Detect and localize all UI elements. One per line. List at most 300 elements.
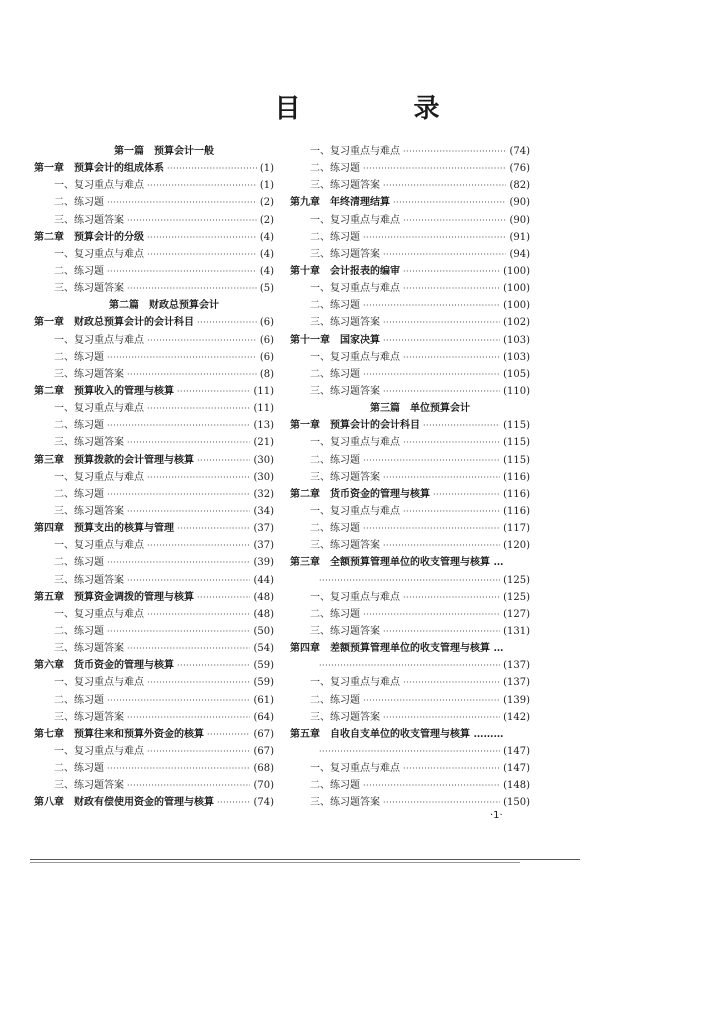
toc-section-entry[interactable] [34,366,274,383]
toc-chapter-entry[interactable] [34,520,274,537]
toc-section-label: 三、练习题答案 [310,797,380,809]
toc-chapter-entry[interactable] [290,486,530,503]
toc-page-number: (11) [253,385,274,397]
toc-section-label: 一、复习重点与难点 [310,214,400,226]
toc-section-label: 三、练习题答案 [54,711,124,723]
toc-page-number: (50) [253,625,274,637]
leader-dots [363,229,506,246]
toc-page-number: (6) [259,351,274,363]
leader-dots [107,692,250,709]
toc-section-entry[interactable] [34,417,274,434]
toc-section-label: 三、练习题答案 [54,643,124,655]
toc-section-entry[interactable] [34,349,274,366]
leader-dots [403,263,500,280]
toc-chapter-entry[interactable] [290,417,530,434]
toc-page-number: (150) [503,797,530,809]
toc-section-label: 一、复习重点与难点 [310,677,400,689]
toc-section-entry[interactable] [290,692,530,709]
leader-dots [147,177,257,194]
toc-chapter-entry[interactable] [290,554,530,571]
toc-section-label: 二、练习题 [54,694,104,706]
toc-left-column [34,143,274,811]
leader-dots [127,434,250,451]
toc-page-number: (37) [253,540,274,552]
leader-dots [197,589,250,606]
toc-page-number: (94) [509,248,530,260]
toc-section-label: 一、复习重点与难点 [54,608,144,620]
toc-section-label: 一、复习重点与难点 [310,146,400,157]
toc-page-number: (110) [503,385,530,397]
leader-dots [147,674,250,691]
toc-section-label: 二、练习题 [54,265,104,277]
toc-section-entry[interactable] [34,332,274,349]
leader-dots [363,520,500,537]
page-number: ·1· [490,810,503,821]
toc-part-label: 第三篇 单位预算会计 [370,403,470,415]
leader-dots [403,143,506,160]
toc-section-entry[interactable] [34,469,274,486]
toc-section-label: 一、复习重点与难点 [54,334,144,346]
toc-section-entry[interactable] [290,794,530,811]
toc-chapter-label: 第一章 预算会计的会计科目 [290,420,420,432]
toc-section-entry[interactable] [34,194,274,211]
toc-chapter-entry[interactable] [34,589,274,606]
toc-page-number: (120) [503,540,530,552]
toc-section-label: 二、练习题 [54,557,104,569]
toc-section-label: 三、练习题答案 [54,574,124,586]
toc-chapter-label: 第三章 全额预算管理单位的收支管理与核算 … [290,557,504,569]
leader-dots [127,572,250,589]
leader-dots [207,726,250,743]
toc-section-label: 三、练习题答案 [310,385,380,397]
toc-section-entry[interactable] [34,572,274,589]
toc-section-label: 三、练习题答案 [54,368,124,380]
toc-part-heading[interactable] [34,143,274,160]
toc-page-number: (34) [253,505,274,517]
toc-section-label: 一、复习重点与难点 [310,437,400,449]
toc-section-entry[interactable] [34,246,274,263]
toc-section-label: 三、练习题答案 [54,283,124,295]
toc-page-number: (37) [253,523,274,535]
toc-section-label: 二、练习题 [310,368,360,380]
toc-page-number: (68) [253,763,274,775]
leader-dots [147,332,257,349]
toc-page-number: (8) [259,368,274,380]
toc-section-entry[interactable] [34,434,274,451]
toc-page-number: (137) [503,677,530,689]
toc-section-entry[interactable] [290,606,530,623]
leader-dots [127,709,250,726]
toc-page-number: (100) [503,265,530,277]
toc-section-label: 一、复习重点与难点 [310,351,400,363]
toc-page-number: (116) [503,505,530,517]
toc-section-entry[interactable] [290,297,530,314]
leader-dots [107,417,250,434]
toc-page-number: (4) [259,265,274,277]
toc-page-number: (147) [503,745,530,757]
leader-dots [217,794,250,811]
toc-section-entry[interactable] [290,212,530,229]
toc-section-entry[interactable] [34,177,274,194]
toc-section-label: 一、复习重点与难点 [54,248,144,260]
toc-chapter-label: 第十章 会计报表的编审 [290,265,400,277]
leader-dots [403,503,500,520]
page-title: 目 录 [274,94,492,124]
toc-chapter-label: 第八章 财政有偿使用资金的管理与核算 [34,797,214,809]
toc-page-number: (103) [503,334,530,346]
toc-page-number: (105) [503,368,530,380]
toc-page-number: (127) [503,608,530,620]
toc-section-label: 二、练习题 [310,523,360,535]
leader-dots [383,623,500,640]
toc-section-entry[interactable] [290,674,530,691]
toc-page-number: (1) [259,163,274,175]
toc-page-number: (6) [259,334,274,346]
leader-dots [319,572,500,589]
toc-section-label: 一、复习重点与难点 [310,505,400,517]
leader-dots [107,349,257,366]
toc-section-entry[interactable] [290,246,530,263]
toc-chapter-entry[interactable] [34,794,274,811]
leader-dots [383,709,500,726]
toc-section-label: 三、练习题答案 [310,317,380,329]
toc-part-heading[interactable] [290,400,530,417]
toc-page-number: (30) [253,454,274,466]
toc-section-label: 一、复习重点与难点 [54,540,144,552]
toc-page-number: (11) [253,403,274,415]
toc-section-entry[interactable] [290,280,530,297]
leader-dots [383,332,500,349]
leader-dots [393,194,506,211]
toc-section-label: 三、练习题答案 [310,471,380,483]
leader-dots [403,434,500,451]
toc-page-number: (70) [253,780,274,792]
toc-section-entry[interactable] [34,486,274,503]
leader-dots [403,760,500,777]
toc-page-number: (103) [503,351,530,363]
toc-section-entry[interactable] [290,314,530,331]
toc-section-entry[interactable] [290,469,530,486]
toc-section-label: 二、练习题 [54,351,104,363]
leader-dots [127,503,250,520]
leader-dots [319,657,500,674]
leader-dots [403,589,500,606]
toc-page-number: (48) [253,608,274,620]
toc-page-number: (125) [503,591,530,603]
toc-section-label: 一、复习重点与难点 [310,283,400,295]
toc-page-number: (59) [253,660,274,672]
toc-page-number: (64) [253,711,274,723]
leader-dots [403,349,500,366]
toc-page-number: (2) [259,197,274,209]
toc-section-label: 一、复习重点与难点 [54,403,144,415]
toc-chapter-label: 第二章 预算会计的分级 [34,231,144,243]
toc-section-label: 三、练习题答案 [54,437,124,449]
toc-page-number: (148) [503,780,530,792]
toc-section-entry[interactable] [290,520,530,537]
toc-page-number: (147) [503,763,530,775]
toc-page-number: (67) [253,745,274,757]
toc-chapter-label: 第五章 自收自支单位的收支管理与核算 ……… [290,728,504,740]
toc-chapter-continuation[interactable] [290,743,530,760]
toc-page-number: (59) [253,677,274,689]
leader-dots [107,194,257,211]
toc-chapter-entry[interactable] [34,160,274,177]
leader-dots [363,692,500,709]
toc-page-number: (139) [503,694,530,706]
toc-page-number: (117) [503,523,530,535]
leader-dots [147,400,250,417]
toc-chapter-label: 第四章 预算支出的核算与管理 [34,523,174,535]
toc-page-number: (54) [253,643,274,655]
toc-section-entry[interactable] [34,554,274,571]
leader-dots [127,280,257,297]
toc-page-number: (30) [253,471,274,483]
toc-page-number: (90) [509,214,530,226]
toc-section-entry[interactable] [290,452,530,469]
toc-chapter-entry[interactable] [34,314,274,331]
toc-section-entry[interactable] [290,177,530,194]
toc-chapter-label: 第四章 差额预算管理单位的收支管理与核算 … [290,643,504,655]
toc-section-label: 二、练习题 [54,625,104,637]
toc-section-entry[interactable] [290,623,530,640]
toc-section-label: 三、练习题答案 [310,180,380,192]
toc-page-number: (74) [509,146,530,157]
toc-section-entry[interactable] [290,349,530,366]
toc-section-entry[interactable] [34,212,274,229]
toc-page-number: (82) [509,180,530,192]
leader-dots [147,537,250,554]
toc-section-entry[interactable] [34,674,274,691]
toc-chapter-entry[interactable] [290,640,530,657]
toc-section-label: 二、练习题 [54,197,104,209]
toc-chapter-label: 第二章 预算收入的管理与核算 [34,385,174,397]
toc-section-label: 三、练习题答案 [310,711,380,723]
leader-dots [147,606,250,623]
leader-dots [147,246,257,263]
leader-dots [107,486,250,503]
toc-section-label: 二、练习题 [310,300,360,312]
toc-section-label: 三、练习题答案 [310,540,380,552]
toc-page-number: (125) [503,574,530,586]
toc-section-entry[interactable] [290,434,530,451]
toc-section-label: 一、复习重点与难点 [54,677,144,689]
toc-chapter-entry[interactable] [290,332,530,349]
leader-dots [403,674,500,691]
leader-dots [167,160,257,177]
leader-dots [403,212,506,229]
toc-page-number: (116) [503,471,530,483]
leader-dots [363,606,500,623]
toc-section-label: 三、练习题答案 [54,214,124,226]
toc-section-label: 三、练习题答案 [54,505,124,517]
toc-chapter-entry[interactable] [34,383,274,400]
leader-dots [319,743,500,760]
toc-section-label: 二、练习题 [310,231,360,243]
leader-dots [147,743,250,760]
toc-section-entry[interactable] [34,640,274,657]
toc-page-number: (91) [509,231,530,243]
leader-dots [147,229,257,246]
toc-chapter-entry[interactable] [290,194,530,211]
toc-section-label: 二、练习题 [310,454,360,466]
toc-section-label: 一、复习重点与难点 [310,591,400,603]
leader-dots [383,246,506,263]
toc-part-label: 第一篇 预算会计一般 [114,146,214,157]
leader-dots [383,537,500,554]
toc-section-entry[interactable] [34,777,274,794]
toc-chapter-entry[interactable] [34,452,274,469]
toc-page-number: (100) [503,283,530,295]
toc-chapter-entry[interactable] [290,263,530,280]
toc-section-label: 一、复习重点与难点 [54,745,144,757]
toc-page-number: (2) [259,214,274,226]
leader-dots [177,657,250,674]
toc-page-number: (4) [259,231,274,243]
toc-section-label: 一、复习重点与难点 [54,471,144,483]
toc-section-entry[interactable] [290,383,530,400]
toc-section-label: 一、复习重点与难点 [54,180,144,192]
toc-section-entry[interactable] [290,366,530,383]
toc-page-number: (44) [253,574,274,586]
toc-section-entry[interactable] [34,280,274,297]
toc-page-number: (100) [503,300,530,312]
toc-chapter-continuation[interactable] [290,572,530,589]
toc-page-number: (131) [503,625,530,637]
leader-dots [363,297,500,314]
leader-dots [107,623,250,640]
leader-dots [363,366,500,383]
toc-section-label: 二、练习题 [310,608,360,620]
toc-section-label: 二、练习题 [54,488,104,500]
toc-section-entry[interactable] [34,760,274,777]
toc-page-number: (5) [259,283,274,295]
toc-section-entry[interactable] [34,263,274,280]
leader-dots [363,777,500,794]
toc-chapter-label: 第十一章 国家决算 [290,334,380,346]
toc-page-number: (137) [503,660,530,672]
toc-chapter-label: 第五章 预算资金调拨的管理与核算 [34,591,194,603]
toc-section-entry[interactable] [34,400,274,417]
toc-section-label: 二、练习题 [310,780,360,792]
toc-chapter-continuation[interactable] [290,657,530,674]
toc-page-number: (13) [253,420,274,432]
toc-section-entry[interactable] [290,777,530,794]
toc-page-number: (48) [253,591,274,603]
toc-page-number: (1) [259,180,274,192]
toc-page-number: (102) [503,317,530,329]
leader-dots [383,314,500,331]
toc-page-number: (39) [253,557,274,569]
toc-chapter-entry[interactable] [34,229,274,246]
toc-chapter-label: 第七章 预算往来和预算外资金的核算 [34,728,204,740]
toc-section-label: 二、练习题 [310,163,360,175]
toc-part-label: 第二篇 财政总预算会计 [109,300,219,312]
leader-dots [383,383,500,400]
toc-section-entry[interactable] [34,606,274,623]
leader-dots [433,486,500,503]
toc-section-entry[interactable] [34,537,274,554]
leader-dots [147,469,250,486]
toc-part-heading[interactable] [34,297,274,314]
toc-page-number: (76) [509,163,530,175]
leader-dots [127,777,250,794]
leader-dots [197,452,250,469]
toc-page-number: (21) [253,437,274,449]
toc-right-column [290,143,530,811]
toc-section-entry[interactable] [290,537,530,554]
toc-page-number: (142) [503,711,530,723]
leader-dots [363,452,500,469]
toc-page-number: (116) [503,488,530,500]
toc-section-entry[interactable] [290,709,530,726]
leader-dots [383,177,506,194]
toc-chapter-label: 第一章 预算会计的组成体系 [34,163,164,175]
toc-section-label: 二、练习题 [310,694,360,706]
toc-section-entry[interactable] [290,760,530,777]
toc-chapter-label: 第六章 货币资金的管理与核算 [34,660,174,672]
leader-dots [127,640,250,657]
toc-section-entry[interactable] [34,623,274,640]
leader-dots [403,280,500,297]
toc-chapter-label: 第一章 财政总预算会计的会计科目 [34,317,194,329]
bottom-rule [30,859,580,860]
toc-page-number: (115) [503,420,530,432]
leader-dots [423,417,500,434]
toc-section-entry[interactable] [34,709,274,726]
toc-chapter-label: 第九章 年终清理结算 [290,197,390,209]
leader-dots [197,314,257,331]
toc-section-entry[interactable] [290,229,530,246]
toc-page-number: (67) [253,728,274,740]
toc-page-number: (115) [503,454,530,466]
leader-dots [127,366,257,383]
toc-chapter-entry[interactable] [34,657,274,674]
toc-section-entry[interactable] [34,692,274,709]
toc-chapter-entry[interactable] [34,726,274,743]
toc-section-entry[interactable] [34,743,274,760]
leader-dots [107,554,250,571]
toc-section-label: 二、练习题 [54,420,104,432]
toc-page-number: (61) [253,694,274,706]
toc-section-entry[interactable] [290,589,530,606]
bottom-rule-secondary [30,862,520,863]
toc-section-label: 三、练习题答案 [54,780,124,792]
toc-section-label: 三、练习题答案 [310,625,380,637]
toc-chapter-entry[interactable] [290,726,530,743]
toc-section-entry[interactable] [290,143,530,160]
toc-section-entry[interactable] [34,503,274,520]
leader-dots [177,520,250,537]
leader-dots [363,160,506,177]
toc-section-entry[interactable] [290,503,530,520]
leader-dots [107,263,257,280]
toc-page-number: (4) [259,248,274,260]
leader-dots [383,794,500,811]
toc-chapter-label: 第三章 预算拨款的会计管理与核算 [34,454,194,466]
toc-page-number: (32) [253,488,274,500]
toc-page-number: (115) [503,437,530,449]
toc-page-number: (6) [259,317,274,329]
toc-section-label: 三、练习题答案 [310,248,380,260]
leader-dots [127,212,257,229]
toc-section-entry[interactable] [290,160,530,177]
toc-chapter-label: 第二章 货币资金的管理与核算 [290,488,430,500]
leader-dots [177,383,250,400]
toc-page-number: (74) [253,797,274,809]
leader-dots [107,760,250,777]
leader-dots [383,469,500,486]
